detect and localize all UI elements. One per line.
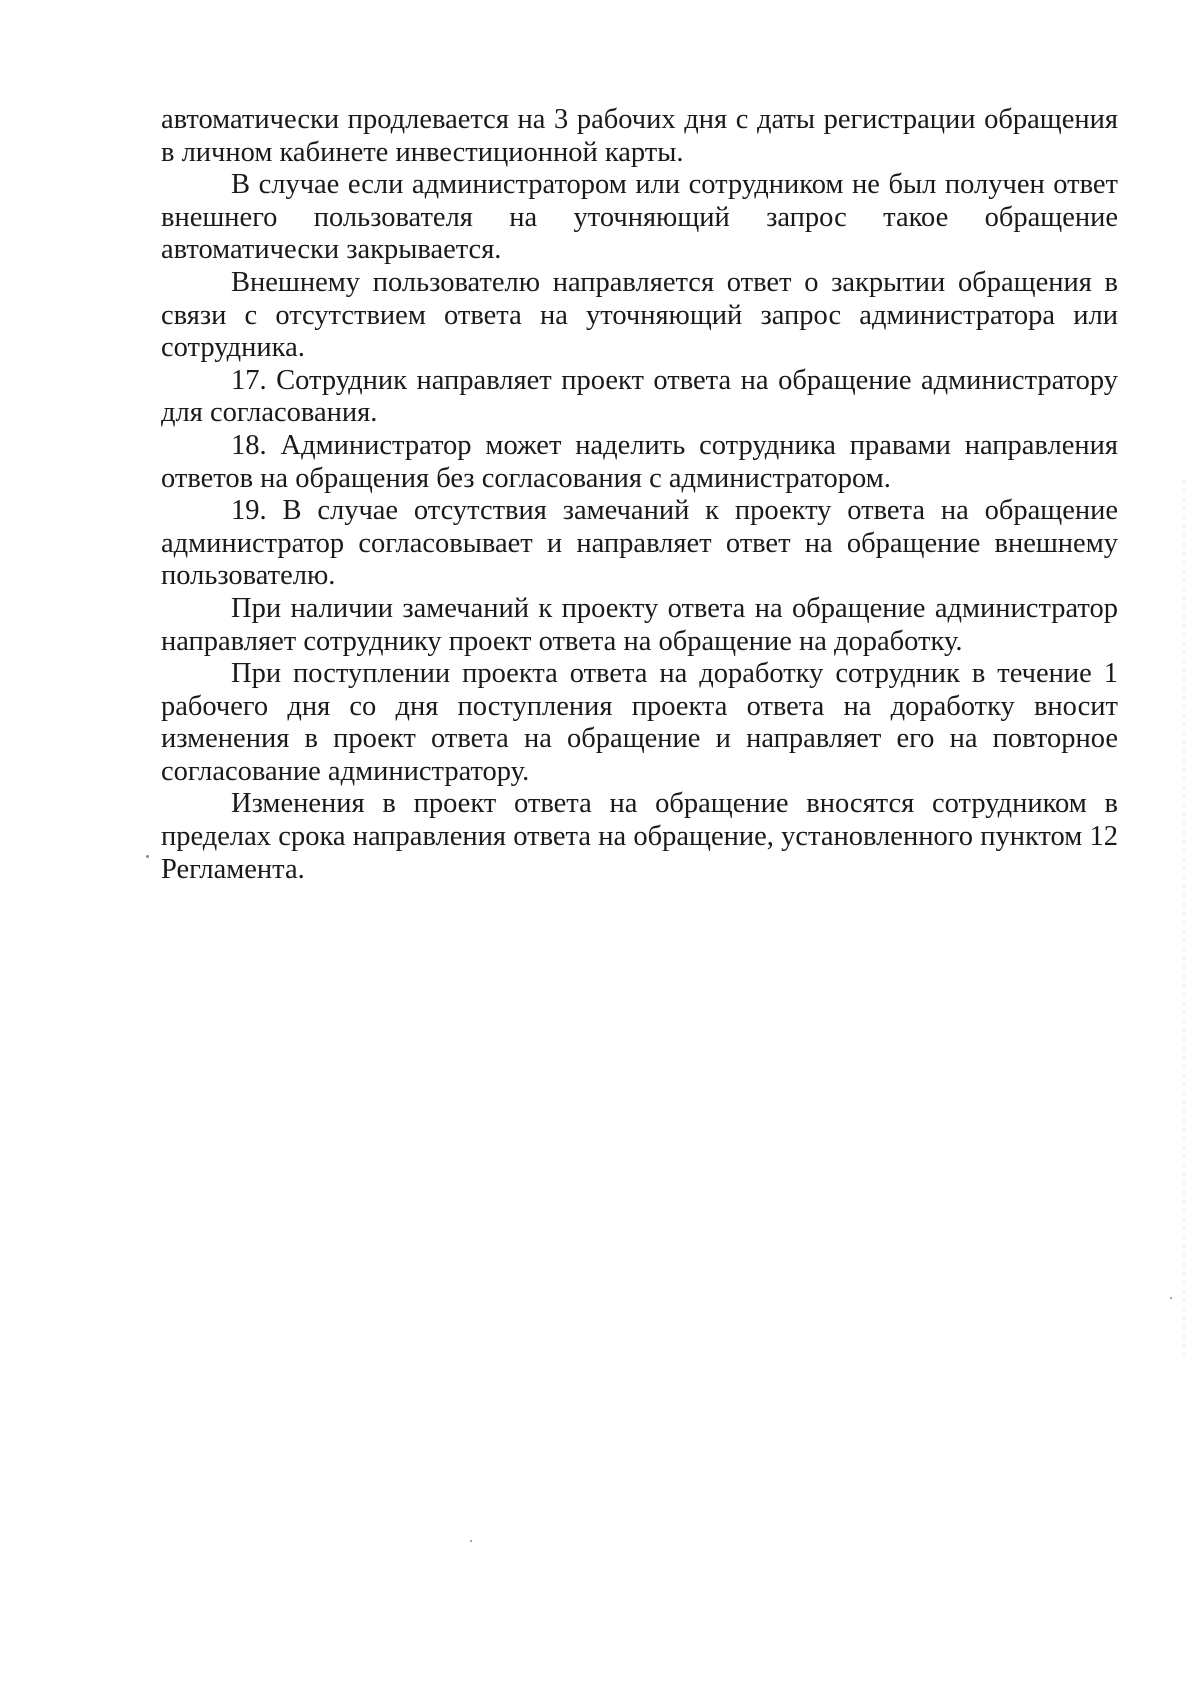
paragraph-closure-notice: Внешнему пользователю направляется ответ о закрытии обращения в связи с отсутствием ответа на уточняющий запрос администратора или сотрудника. [161,266,1118,364]
paragraph-item-17: 17. Сотрудник направляет проект ответа на обращение администратору для согласования. [161,364,1118,429]
scan-edge-artifact [1183,480,1185,1360]
paragraph-changes-deadline: Изменения в проект ответа на обращение вносятся сотрудником в пределах срока направления ответа на обращение, установленного пунктом 12 Регламента. [161,788,1118,885]
paragraph-item-19: 19. В случае отсутствия замечаний к проекту ответа на обращение администратор согласовывает и направляет ответ на обращение внешнему пользователю. [161,495,1118,592]
scan-speck [1170,1297,1172,1299]
paragraph-no-reply-closure: В случае если администратором или сотрудником не был получен ответ внешнего пользователя на уточняющий запрос такое обращение автоматически закрывается. [161,169,1118,266]
paragraph-item-18: 18. Администратор может наделить сотрудника правами направления ответов на обращения без согласования с администратором. [161,429,1118,494]
scan-speck [146,855,149,858]
scan-speck [470,1540,472,1542]
document-body [161,104,1118,886]
paragraph-revision: При поступлении проекта ответа на доработку сотрудник в течение 1 рабочего дня со дня поступления проекта ответа на доработку вносит изменения в проект ответа на обращение и направляет его на повторное согласование администратору. [161,658,1118,787]
paragraph-remarks: При наличии замечаний к проекту ответа на обращение администратор направляет сотруднику проект ответа на обращение на доработку. [161,592,1118,657]
paragraph-continuation: автоматически продлевается на 3 рабочих дня с даты регистрации обращения в личном кабинете инвестиционной карты. [161,104,1118,168]
